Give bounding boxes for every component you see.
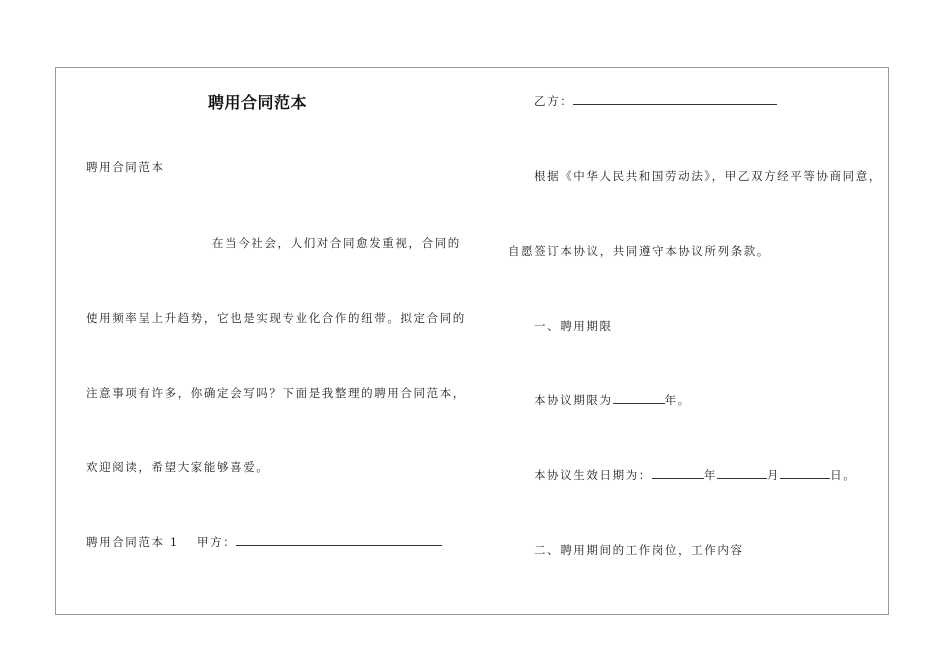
party-a-field (197, 535, 442, 549)
term-prefix: 本协议期限为 (534, 393, 613, 407)
page-border (55, 67, 889, 615)
section-1-heading: 一、聘用期限 (534, 319, 613, 333)
term-suffix: 年。 (664, 393, 691, 407)
day-blank (780, 468, 830, 479)
party-b-blank (573, 94, 777, 105)
basis-line-1: 根据《中华人民共和国劳动法》，甲乙双方经平等协商同意， (534, 169, 882, 183)
subtitle: 聘用合同范本 (86, 160, 165, 174)
year-label: 年 (703, 468, 718, 482)
term-line (534, 393, 691, 407)
section-2-heading: 二、聘用期间的工作岗位，工作内容 (534, 543, 744, 557)
day-label: 日。 (830, 468, 857, 482)
party-b-label: 乙方： (534, 94, 574, 108)
year-blank (652, 468, 704, 479)
term-blank (613, 393, 665, 404)
effective-prefix: 本协议生效日期为： (534, 468, 652, 482)
intro-line-2: 使用频率呈上升趋势，它也是实现专业化合作的纽带。拟定合同的 (86, 311, 466, 325)
month-blank (717, 468, 767, 479)
month-label: 月 (767, 468, 781, 482)
effective-date-line (534, 468, 856, 482)
document-title: 聘用合同范本 (208, 93, 308, 112)
basis-line-2: 自愿签订本协议，共同遵守本协议所列条款。 (508, 244, 770, 258)
intro-line-3: 注意事项有许多，你确定会写吗？下面是我整理的聘用合同范本， (86, 386, 466, 400)
party-b-field (534, 94, 777, 108)
intro-line-4: 欢迎阅读，希望大家能够喜爱。 (86, 460, 270, 474)
sample-label: 聘用合同范本 1 (86, 535, 179, 549)
party-a-label: 甲方： (197, 535, 237, 549)
party-a-blank (236, 535, 442, 546)
intro-line-1: 在当今社会，人们对合同愈发重视，合同的 (212, 236, 461, 250)
